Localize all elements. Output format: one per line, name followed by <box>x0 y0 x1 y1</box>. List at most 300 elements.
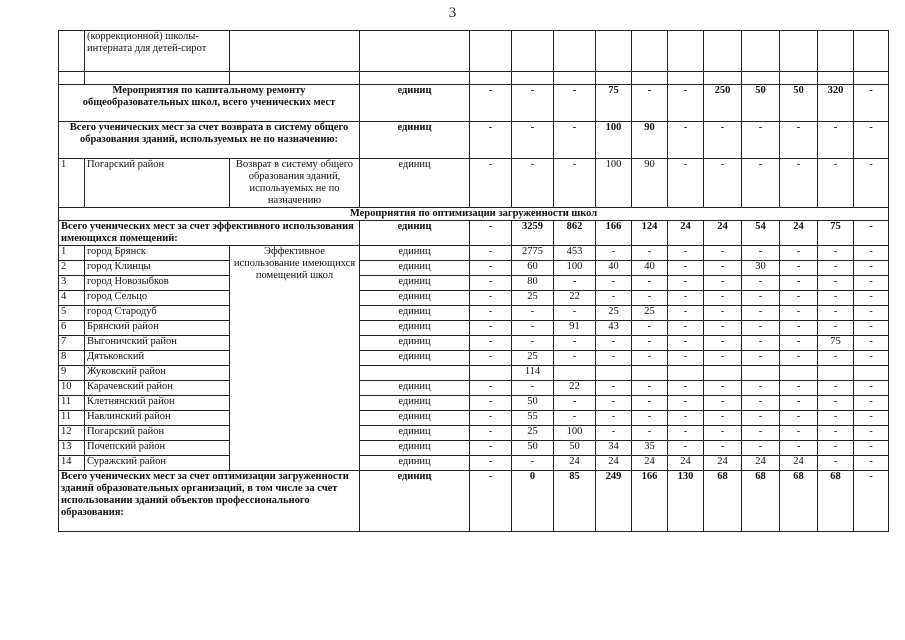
value-cell: - <box>596 246 632 261</box>
value-cell: - <box>668 351 704 366</box>
district-name: Почепский район <box>85 441 230 456</box>
district-name: Погарский район <box>85 426 230 441</box>
value-cell <box>668 366 704 381</box>
value-cell: - <box>470 159 512 208</box>
value-cell: - <box>470 426 512 441</box>
district-row <box>59 411 889 426</box>
value-cell <box>596 366 632 381</box>
value-cell: - <box>470 291 512 306</box>
value-cell: - <box>854 306 889 321</box>
value-cell: - <box>668 381 704 396</box>
value-cell: - <box>470 306 512 321</box>
value-cell: - <box>818 456 854 471</box>
value-cell: - <box>668 246 704 261</box>
value-cell: 24 <box>780 221 818 246</box>
value-cell: - <box>632 291 668 306</box>
value-cell: - <box>554 276 596 291</box>
unit: единиц <box>360 426 470 441</box>
efficient-event-name: Эффективное использование имеющихся помещений школ <box>230 246 360 471</box>
value-cell: 25 <box>512 291 554 306</box>
district-name: Навлинский район <box>85 411 230 426</box>
unit: единиц <box>360 321 470 336</box>
row-number: 3 <box>59 276 85 291</box>
value-cell: - <box>818 246 854 261</box>
value-cell: - <box>596 291 632 306</box>
row-number: 5 <box>59 306 85 321</box>
value-cell: - <box>470 381 512 396</box>
value-cell: - <box>780 426 818 441</box>
value-cell: 34 <box>596 441 632 456</box>
district-row <box>59 261 889 276</box>
district-name: Суражский район <box>85 456 230 471</box>
value-cell: - <box>596 276 632 291</box>
value-cell: - <box>554 336 596 351</box>
row-number: 11 <box>59 411 85 426</box>
value-cell: - <box>512 336 554 351</box>
value-cell: 862 <box>554 221 596 246</box>
value-cell: - <box>704 381 742 396</box>
value-cell: - <box>818 276 854 291</box>
value-cell: - <box>668 122 704 159</box>
value-cell: 40 <box>632 261 668 276</box>
value-cell: - <box>470 396 512 411</box>
value-cell: - <box>470 246 512 261</box>
value-cell: 68 <box>742 471 780 532</box>
unit: единиц <box>360 261 470 276</box>
value-cell: 250 <box>704 85 742 122</box>
value-cell: - <box>554 85 596 122</box>
value-cell: - <box>668 291 704 306</box>
value-cell <box>704 366 742 381</box>
value-cell: - <box>632 85 668 122</box>
value-cell: - <box>854 426 889 441</box>
value-cell: - <box>668 426 704 441</box>
value-cell: - <box>854 321 889 336</box>
district-row <box>59 396 889 411</box>
value-cell: - <box>704 321 742 336</box>
value-cell: 35 <box>632 441 668 456</box>
efficient-total-label: Всего ученических мест за счет эффективного использования имеющихся помещений: <box>59 221 360 246</box>
value-cell: - <box>470 336 512 351</box>
row-number: 11 <box>59 396 85 411</box>
value-cell <box>742 366 780 381</box>
district-name: Карачевский район <box>85 381 230 396</box>
top-row-label: (коррекционной) школы-интерната для детей-сирот <box>85 31 230 72</box>
value-cell: - <box>818 411 854 426</box>
value-cell: - <box>668 276 704 291</box>
value-cell: - <box>854 456 889 471</box>
unit: единиц <box>360 336 470 351</box>
value-cell: 50 <box>780 85 818 122</box>
value-cell: - <box>632 321 668 336</box>
value-cell: - <box>780 276 818 291</box>
value-cell: 100 <box>596 159 632 208</box>
unit: единиц <box>360 411 470 426</box>
value-cell: 24 <box>704 221 742 246</box>
value-cell: 85 <box>554 471 596 532</box>
value-cell: - <box>854 276 889 291</box>
value-cell: 50 <box>742 85 780 122</box>
value-cell: - <box>854 411 889 426</box>
unit <box>360 366 470 381</box>
unit: единиц <box>360 396 470 411</box>
value-cell: 75 <box>818 221 854 246</box>
district-row <box>59 441 889 456</box>
value-cell <box>632 366 668 381</box>
value-cell: - <box>632 336 668 351</box>
value-cell: - <box>470 471 512 532</box>
value-cell: - <box>704 351 742 366</box>
value-cell: - <box>818 291 854 306</box>
value-cell: - <box>704 396 742 411</box>
return-row <box>59 159 889 208</box>
value-cell: - <box>780 441 818 456</box>
value-cell: - <box>854 396 889 411</box>
value-cell: - <box>632 381 668 396</box>
value-cell: - <box>854 221 889 246</box>
district-row <box>59 336 889 351</box>
value-cell: - <box>818 351 854 366</box>
value-cell: - <box>780 336 818 351</box>
value-cell: 24 <box>780 456 818 471</box>
value-cell: 40 <box>596 261 632 276</box>
value-cell: - <box>512 85 554 122</box>
value-cell <box>818 366 854 381</box>
value-cell: - <box>470 261 512 276</box>
value-cell: 3259 <box>512 221 554 246</box>
unit: единиц <box>360 276 470 291</box>
value-cell: 25 <box>632 306 668 321</box>
value-cell: - <box>818 396 854 411</box>
page-number: 3 <box>448 5 457 21</box>
value-cell: 54 <box>742 221 780 246</box>
value-cell: 24 <box>668 456 704 471</box>
value-cell: 100 <box>554 426 596 441</box>
value-cell: - <box>632 276 668 291</box>
value-cell: - <box>632 411 668 426</box>
district-name: город Сельцо <box>85 291 230 306</box>
value-cell: 90 <box>632 122 668 159</box>
value-cell: - <box>780 351 818 366</box>
value-cell: - <box>854 381 889 396</box>
value-cell: - <box>780 159 818 208</box>
value-cell: - <box>854 159 889 208</box>
top-continuation-row <box>59 31 889 72</box>
value-cell: 130 <box>668 471 704 532</box>
value-cell: 114 <box>512 366 554 381</box>
district-name: Клетнянский район <box>85 396 230 411</box>
district-name: Дятьковский <box>85 351 230 366</box>
value-cell: - <box>704 246 742 261</box>
value-cell: - <box>554 306 596 321</box>
value-cell: - <box>512 306 554 321</box>
value-cell <box>470 366 512 381</box>
value-cell: 30 <box>742 261 780 276</box>
value-cell: - <box>704 336 742 351</box>
efficient-total-row <box>59 221 889 246</box>
value-cell: - <box>554 351 596 366</box>
value-cell: 90 <box>632 159 668 208</box>
value-cell: 166 <box>632 471 668 532</box>
row-number: 9 <box>59 366 85 381</box>
value-cell: - <box>668 441 704 456</box>
value-cell: - <box>780 381 818 396</box>
district-row <box>59 291 889 306</box>
value-cell: - <box>704 261 742 276</box>
district-name: Выгоничский район <box>85 336 230 351</box>
district-name: город Клинцы <box>85 261 230 276</box>
row-number: 12 <box>59 426 85 441</box>
value-cell: 22 <box>554 291 596 306</box>
value-cell: - <box>668 306 704 321</box>
value-cell: - <box>704 411 742 426</box>
value-cell: - <box>818 441 854 456</box>
value-cell: - <box>742 276 780 291</box>
value-cell: - <box>742 381 780 396</box>
value-cell: 50 <box>512 396 554 411</box>
unit: единиц <box>360 246 470 261</box>
capital-repair-unit: единиц <box>360 85 470 122</box>
value-cell: - <box>818 381 854 396</box>
value-cell: - <box>742 396 780 411</box>
value-cell: - <box>512 122 554 159</box>
value-cell: - <box>704 276 742 291</box>
value-cell: - <box>470 351 512 366</box>
efficient-total-unit: единиц <box>360 221 470 246</box>
value-cell: - <box>512 159 554 208</box>
value-cell: - <box>780 122 818 159</box>
district-name: Жуковский район <box>85 366 230 381</box>
value-cell: - <box>596 381 632 396</box>
value-cell: 68 <box>704 471 742 532</box>
value-cell: - <box>854 336 889 351</box>
value-cell: 25 <box>596 306 632 321</box>
unit: единиц <box>360 381 470 396</box>
event-name: Возврат в систему общего образования зданий, используемых не по назначению <box>230 159 360 208</box>
unit: единиц <box>360 456 470 471</box>
row-number: 2 <box>59 261 85 276</box>
value-cell: - <box>596 336 632 351</box>
value-cell: - <box>470 411 512 426</box>
value-cell: - <box>668 261 704 276</box>
row-number: 1 <box>59 159 85 208</box>
district-row <box>59 306 889 321</box>
value-cell: 124 <box>632 221 668 246</box>
row-number: 10 <box>59 381 85 396</box>
value-cell: - <box>704 426 742 441</box>
value-cell: - <box>470 122 512 159</box>
value-cell <box>780 366 818 381</box>
value-cell: - <box>512 456 554 471</box>
value-cell: 100 <box>596 122 632 159</box>
value-cell: - <box>596 426 632 441</box>
value-cell: - <box>780 321 818 336</box>
value-cell: - <box>632 351 668 366</box>
district-row <box>59 426 889 441</box>
value-cell: - <box>470 441 512 456</box>
value-cell <box>554 366 596 381</box>
program-table <box>58 30 889 532</box>
value-cell: - <box>854 351 889 366</box>
value-cell: - <box>818 261 854 276</box>
value-cell: - <box>668 396 704 411</box>
unit: единиц <box>360 351 470 366</box>
value-cell: 24 <box>668 221 704 246</box>
value-cell: - <box>742 306 780 321</box>
value-cell: - <box>704 306 742 321</box>
return-total-label: Всего ученических мест за счет возврата в систему общего образования зданий, используемых не по назначению: <box>59 122 360 159</box>
district-name: город Стародуб <box>85 306 230 321</box>
value-cell: - <box>554 159 596 208</box>
value-cell: - <box>668 411 704 426</box>
value-cell: 68 <box>818 471 854 532</box>
row-number: 6 <box>59 321 85 336</box>
district-row <box>59 246 889 261</box>
value-cell: - <box>780 306 818 321</box>
value-cell: - <box>470 276 512 291</box>
value-cell: - <box>742 426 780 441</box>
value-cell: - <box>512 381 554 396</box>
value-cell: - <box>596 411 632 426</box>
district-name: город Новозыбков <box>85 276 230 291</box>
value-cell: 453 <box>554 246 596 261</box>
value-cell: - <box>780 411 818 426</box>
row-number: 14 <box>59 456 85 471</box>
value-cell: - <box>742 122 780 159</box>
value-cell: - <box>704 122 742 159</box>
value-cell: 60 <box>512 261 554 276</box>
value-cell: - <box>818 122 854 159</box>
value-cell: 55 <box>512 411 554 426</box>
district-row <box>59 351 889 366</box>
row-number: 13 <box>59 441 85 456</box>
district-name: Брянский район <box>85 321 230 336</box>
value-cell: 2775 <box>512 246 554 261</box>
value-cell: 25 <box>512 351 554 366</box>
unit: единиц <box>360 291 470 306</box>
unit: единиц <box>360 159 470 208</box>
district-row <box>59 366 889 381</box>
value-cell: - <box>554 411 596 426</box>
value-cell: - <box>854 291 889 306</box>
district-row <box>59 321 889 336</box>
unit: единиц <box>360 306 470 321</box>
value-cell: - <box>854 85 889 122</box>
value-cell: - <box>854 441 889 456</box>
capital-repair-label: Мероприятия по капитальному ремонту общеобразовательных школ, всего ученических мест <box>59 85 360 122</box>
value-cell: - <box>632 246 668 261</box>
value-cell: - <box>780 291 818 306</box>
row-number: 4 <box>59 291 85 306</box>
value-cell: 75 <box>596 85 632 122</box>
value-cell: - <box>742 441 780 456</box>
section-title-row <box>59 208 889 221</box>
value-cell: - <box>470 456 512 471</box>
value-cell: 166 <box>596 221 632 246</box>
value-cell: 50 <box>554 441 596 456</box>
value-cell: 24 <box>632 456 668 471</box>
value-cell: - <box>818 159 854 208</box>
value-cell: - <box>854 246 889 261</box>
value-cell: 68 <box>780 471 818 532</box>
value-cell: - <box>818 306 854 321</box>
value-cell: 320 <box>818 85 854 122</box>
value-cell: 249 <box>596 471 632 532</box>
value-cell: - <box>742 291 780 306</box>
spacer-row <box>59 72 889 85</box>
section-title: Мероприятия по оптимизации загруженности школ <box>59 208 889 221</box>
district-row <box>59 276 889 291</box>
value-cell: - <box>854 471 889 532</box>
value-cell: - <box>780 396 818 411</box>
value-cell: - <box>742 411 780 426</box>
value-cell: 25 <box>512 426 554 441</box>
value-cell: - <box>704 291 742 306</box>
value-cell: - <box>854 122 889 159</box>
value-cell: - <box>554 396 596 411</box>
value-cell: 22 <box>554 381 596 396</box>
value-cell: - <box>632 396 668 411</box>
value-cell: - <box>742 159 780 208</box>
value-cell: - <box>470 221 512 246</box>
optimization-total-unit: единиц <box>360 471 470 532</box>
value-cell: - <box>668 321 704 336</box>
value-cell: - <box>780 246 818 261</box>
value-cell: - <box>470 321 512 336</box>
value-cell: - <box>742 351 780 366</box>
value-cell: - <box>596 351 632 366</box>
value-cell: - <box>470 85 512 122</box>
optimization-total-label: Всего ученических мест за счет оптимизации загруженности зданий образовательных организаций, в том числе за счет использовании зданий объектов профессионального образования: <box>59 471 360 532</box>
value-cell: - <box>818 426 854 441</box>
row-number: 8 <box>59 351 85 366</box>
value-cell: 80 <box>512 276 554 291</box>
value-cell: 75 <box>818 336 854 351</box>
row-number: 7 <box>59 336 85 351</box>
value-cell: - <box>554 122 596 159</box>
optimization-total-row <box>59 471 889 532</box>
value-cell: 50 <box>512 441 554 456</box>
value-cell: 24 <box>742 456 780 471</box>
value-cell: - <box>854 261 889 276</box>
value-cell: 0 <box>512 471 554 532</box>
value-cell: - <box>668 336 704 351</box>
row-number: 1 <box>59 246 85 261</box>
value-cell: - <box>704 441 742 456</box>
value-cell: - <box>596 396 632 411</box>
value-cell: - <box>632 426 668 441</box>
district-name: город Брянск <box>85 246 230 261</box>
value-cell: - <box>512 321 554 336</box>
value-cell: - <box>668 85 704 122</box>
value-cell: - <box>742 246 780 261</box>
value-cell: - <box>818 321 854 336</box>
value-cell: 43 <box>596 321 632 336</box>
district-row <box>59 456 889 471</box>
district-row <box>59 381 889 396</box>
return-total-row <box>59 122 889 159</box>
return-total-unit: единиц <box>360 122 470 159</box>
value-cell: - <box>668 159 704 208</box>
value-cell: 24 <box>704 456 742 471</box>
district-name: Погарский район <box>85 159 230 208</box>
value-cell: 24 <box>554 456 596 471</box>
capital-repair-row <box>59 85 889 122</box>
value-cell: - <box>780 261 818 276</box>
value-cell: - <box>704 159 742 208</box>
value-cell <box>854 366 889 381</box>
value-cell: 100 <box>554 261 596 276</box>
